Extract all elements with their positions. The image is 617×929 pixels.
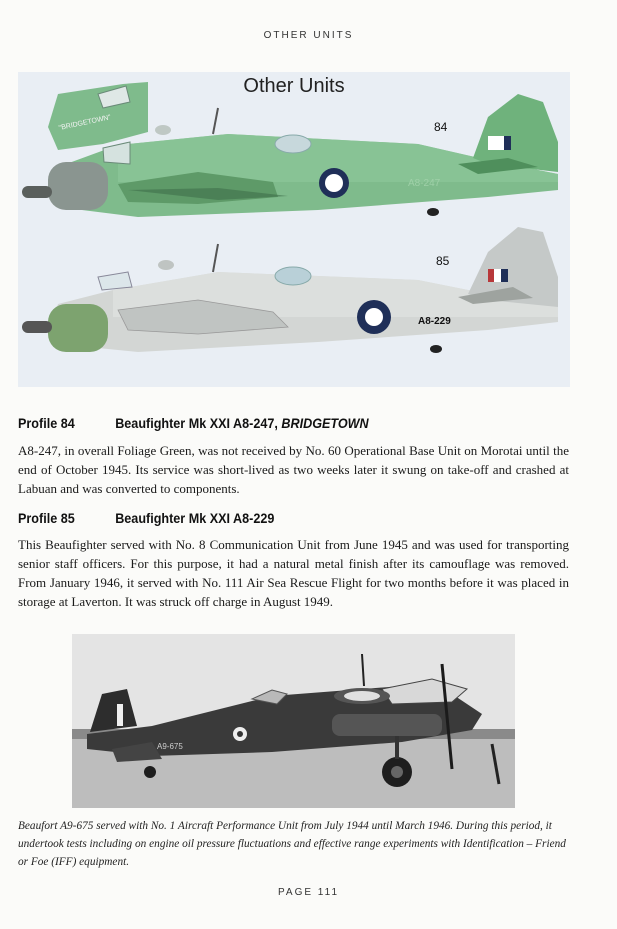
profile-number-85: 85 <box>436 254 450 268</box>
page-number: PAGE 111 <box>277 887 340 898</box>
photo-fuselage-code: A9-675 <box>157 742 183 751</box>
plate-title: Other Units <box>243 75 345 97</box>
profile-aircraft: Beaufighter Mk XXI A8-247, <box>115 415 278 431</box>
profile-84-text: A8-247, in overall Foliage Green, was not received by No. 60 Operational Base Unit on Morotai until the end of October 1945. Its service was short-lived as two weeks later it swung on take-off and crashed at Labuan and was converted to components. <box>18 443 569 496</box>
aircraft-profile-85 <box>22 227 558 353</box>
profile-85-text: This Beaufighter served with No. 8 Communication Unit from June 1945 and was used for transporting senior staff officers. For this purpose, it had a natural metal finish after its camouflage was removed. From January 1946, it served with No. 111 Air Sea Rescue Flight for two months before it was placed in storage at Laverton. It was struck off charge in August 1949. <box>18 537 569 609</box>
aircraft-profiles-illustration <box>18 72 570 387</box>
serial-a8-247: A8-247 <box>408 178 441 189</box>
photo-caption: Beaufort A9-675 served with No. 1 Aircraft Performance Unit from July 1944 until March 1946. During this period, it undertook tests including on engine oil pressure fluctuations and effective range experiments with Identification – Friend or Foe (IFF) equipment. <box>18 820 566 868</box>
serial-a8-229: A8-229 <box>418 316 451 327</box>
nose-art-name: "BRIDGETOWN" <box>58 114 112 133</box>
profile-84-heading <box>18 415 369 431</box>
profile-number-84: 84 <box>434 120 448 134</box>
profile-aircraft: Beaufighter Mk XXI A8-229 <box>115 510 275 526</box>
profile-artwork-plate <box>18 72 570 387</box>
running-header: OTHER UNITS <box>263 30 354 41</box>
aircraft-profile-84 <box>22 82 558 217</box>
profile-aircraft-name: BRIDGETOWN <box>281 415 369 431</box>
profile-id: Profile 84 <box>18 415 75 431</box>
profile-85-heading <box>18 510 274 526</box>
beaufort-photo-illustration <box>72 634 515 808</box>
profile-id: Profile 85 <box>18 510 75 526</box>
beaufort-photograph <box>72 634 515 808</box>
